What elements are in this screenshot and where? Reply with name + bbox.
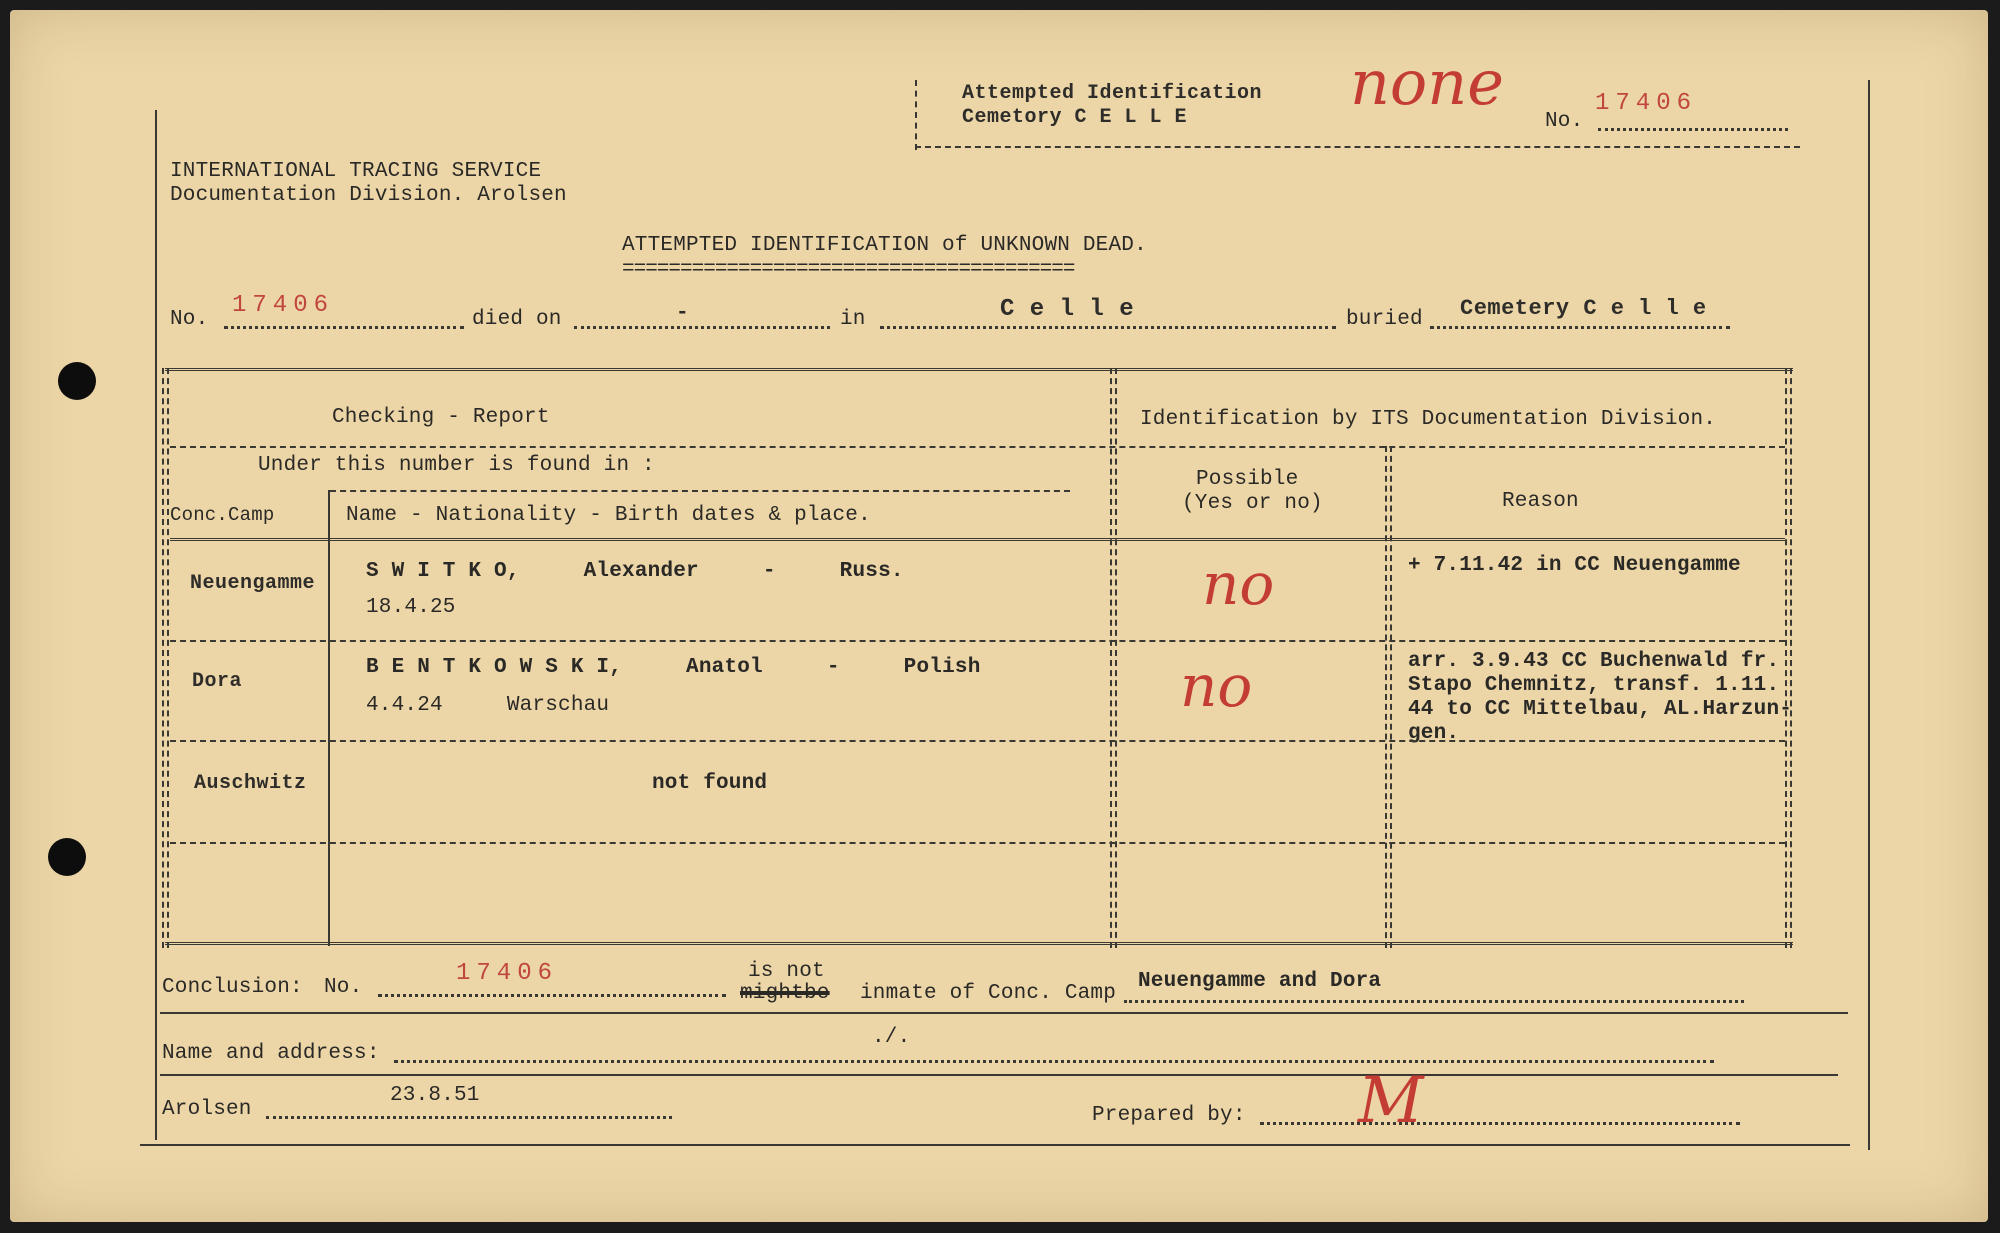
- row3-separator: [170, 842, 1785, 844]
- org-line-2: Documentation Division. Arolsen: [170, 184, 567, 207]
- row3-name-line1: not found: [652, 772, 768, 795]
- page-title: ATTEMPTED IDENTIFICATION of UNKNOWN DEAD.: [622, 234, 1147, 257]
- prepared-by-label: Prepared by:: [1092, 1104, 1246, 1127]
- row1-camp: Neuengamme: [190, 572, 316, 595]
- conclusion-no-dots: [378, 994, 726, 997]
- info-no-dots: [224, 326, 464, 329]
- conclusion-label: Conclusion:: [162, 976, 303, 999]
- info-in-value: C e l l e: [1000, 296, 1135, 323]
- found-in-separator: [330, 490, 1070, 492]
- header-separator: [170, 446, 1785, 448]
- col-header-possible-2: (Yes or no): [1182, 492, 1323, 515]
- table-divider-reason: [1385, 446, 1392, 948]
- red-handwritten-note: none: [1350, 46, 1504, 119]
- col-header-possible-1: Possible: [1196, 468, 1299, 491]
- row1-name-line2: 18.4.25: [366, 596, 456, 619]
- row1-reason-line1: + 7.11.42 in CC Neuengamme: [1408, 554, 1741, 577]
- info-buried-label: buried: [1346, 308, 1423, 331]
- name-address-dots: [394, 1060, 1714, 1063]
- header-no-dots: [1598, 128, 1788, 131]
- info-in-dots: [880, 326, 1336, 329]
- conclusion-no-value: 17406: [456, 960, 559, 987]
- name-address-rule: [160, 1074, 1838, 1076]
- info-no-label: No.: [170, 308, 209, 331]
- table-divider-checking: [1110, 368, 1117, 948]
- conclusion-camp-dots: [1124, 1000, 1744, 1003]
- name-address-label: Name and address:: [162, 1042, 380, 1065]
- col-header-reason: Reason: [1502, 490, 1579, 513]
- table-bottom-border: [165, 942, 1793, 948]
- row2-reason-line3: 44 to CC Mittelbau, AL.Harzun-: [1408, 698, 1793, 721]
- name-address-value: ./.: [872, 1026, 911, 1049]
- col-header-separator: [170, 538, 1785, 544]
- frame-right-line: [1868, 80, 1870, 1150]
- footer-date-value: 23.8.51: [390, 1084, 480, 1107]
- row3-camp: Auschwitz: [194, 772, 307, 795]
- frame-left-line: [155, 110, 157, 1140]
- row1-separator: [170, 640, 1785, 642]
- conclusion-camp-value: Neuengamme and Dora: [1138, 970, 1382, 993]
- conclusion-rule: [160, 1012, 1848, 1014]
- table-top-border: [165, 368, 1793, 374]
- table-left-border: [162, 368, 169, 948]
- row2-camp: Dora: [192, 670, 243, 693]
- col-header-name: Name - Nationality - Birth dates & place.: [346, 504, 871, 527]
- footer-date-dots: [266, 1116, 672, 1119]
- prepared-by-dots: [1260, 1122, 1740, 1125]
- checking-report-header: Checking - Report: [332, 406, 550, 429]
- index-card: [10, 10, 1988, 1222]
- stamp-box-bottom-edge: [915, 146, 1800, 148]
- info-buried-value: Cemetery C e l l e: [1460, 296, 1707, 321]
- row2-name-line2: 4.4.24 Warschau: [366, 694, 610, 717]
- row1-name-line1: S W I T K O, Alexander - Russ.: [366, 560, 904, 583]
- row2-name-line1: B E N T K O W S K I, Anatol - Polish: [366, 656, 981, 679]
- stamp-line-1: Attempted Identification: [962, 82, 1263, 105]
- table-right-border: [1785, 368, 1792, 948]
- conclusion-is-not: is not: [748, 960, 825, 983]
- punch-hole-top: [58, 362, 96, 400]
- info-buried-dots: [1430, 326, 1730, 329]
- row2-separator: [170, 740, 1785, 742]
- col-header-camp: Conc.Camp: [170, 504, 275, 526]
- header-no-label: No.: [1545, 110, 1584, 133]
- table-divider-camp: [328, 490, 330, 946]
- row2-reason-line1: arr. 3.9.43 CC Buchenwald fr.: [1408, 650, 1780, 673]
- header-no-value: 17406: [1595, 90, 1698, 117]
- row2-possible: no: [1180, 652, 1253, 720]
- conclusion-struck-word: mightbe: [740, 982, 830, 1005]
- punch-hole-bottom: [48, 838, 86, 876]
- info-in-label: in: [840, 308, 866, 331]
- info-died-value: -: [676, 302, 689, 325]
- conclusion-inmate-text: inmate of Conc. Camp: [860, 982, 1117, 1005]
- title-underline: =======================================: [622, 258, 1075, 281]
- conclusion-no-label: No.: [324, 976, 363, 999]
- info-no-value: 17406: [232, 292, 335, 319]
- identification-header: Identification by ITS Documentation Division.: [1140, 408, 1717, 431]
- stamp-box-left-edge: [915, 80, 917, 150]
- row2-reason-line2: Stapo Chemnitz, transf. 1.11.: [1408, 674, 1780, 697]
- frame-bottom-line: [140, 1144, 1850, 1146]
- footer-place-label: Arolsen: [162, 1098, 252, 1121]
- info-died-label: died on: [472, 308, 562, 331]
- row1-possible: no: [1202, 550, 1275, 618]
- info-died-dots: [574, 326, 830, 329]
- org-line-1: INTERNATIONAL TRACING SERVICE: [170, 160, 542, 183]
- stamp-line-2: Cemetory C E L L E: [962, 106, 1188, 129]
- row2-reason-line4: gen.: [1408, 722, 1460, 745]
- signature: M: [1358, 1064, 1424, 1138]
- found-in-label: Under this number is found in :: [258, 454, 655, 477]
